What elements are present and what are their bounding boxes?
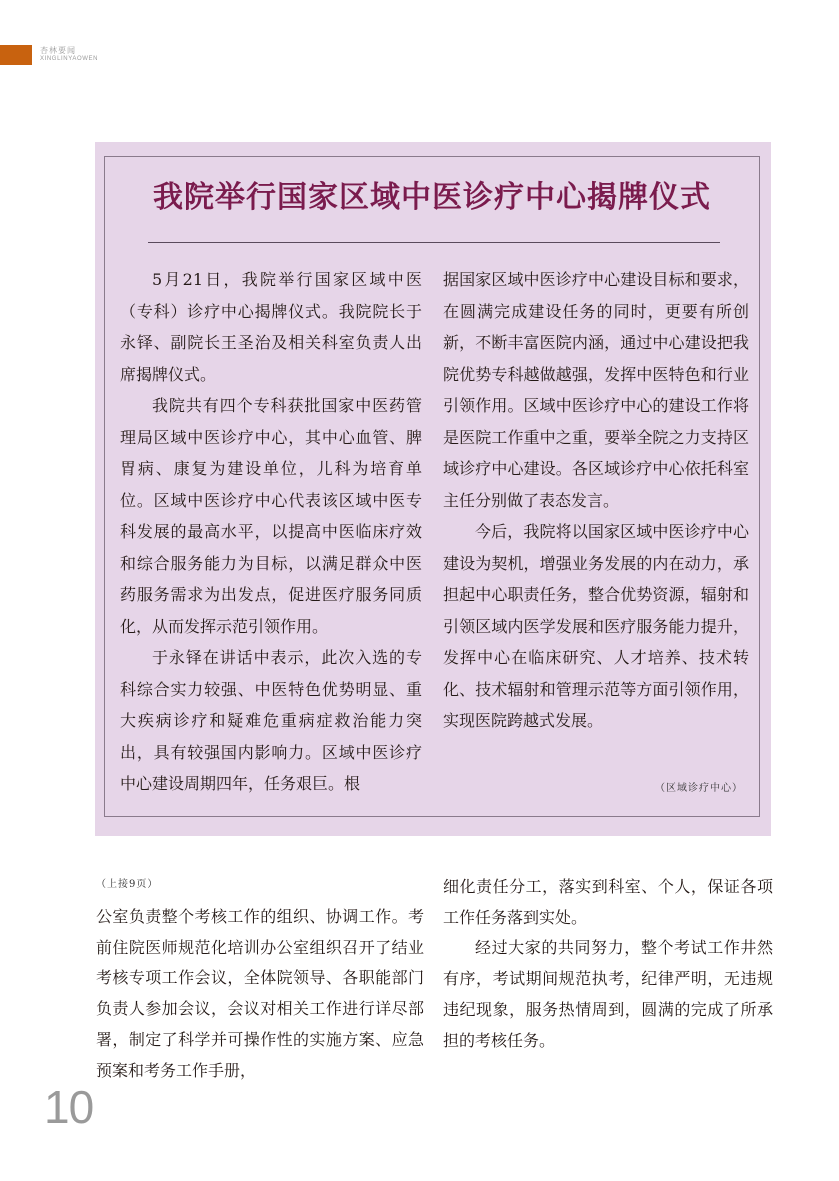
continued-paragraph: 细化责任分工，落实到科室、个人，保证各项工作任务落到实处。 [443, 877, 773, 927]
article-paragraph: 于永铎在讲话中表示，此次入选的专科综合实力较强、中医特色优势明显、重大疾病诊疗和疑难危重病症救治能力突出，具有较强国内影响力。区域中医诊疗中心建设周期四年，任务艰巨。根 [120, 648, 422, 793]
section-name-pinyin: XINGLINYAOWEN [40, 56, 99, 62]
continued-column-left [96, 902, 424, 1086]
article-title: 我院举行国家区域中医诊疗中心揭牌仪式 [153, 180, 711, 215]
continued-paragraph: 经过大家的共同努力，整个考试工作井然有序，考试期间规范执考，纪律严明，无违规违纪现象，服务热情周到，圆满的完成了所承担的考核任务。 [443, 938, 773, 1050]
continued-column-right [443, 872, 773, 1056]
article-paragraph: 据国家区域中医诊疗中心建设目标和要求，在圆满完成建设任务的同时，更要有所创新，不断丰富医院内涵，通过中心建设把我院优势专科越做越强，发挥中医特色和行业引领作用。区域中医诊疗中心的建设工作将是医院工作重中之重，要举全院之力支持区域诊疗中心建设。各区域诊疗中心依托科室主任分别做了表态发言。 [443, 270, 749, 510]
page-number: 10 [44, 1081, 94, 1133]
continued-paragraph: 公室负责整个考核工作的组织、协调工作。考前住院医师规范化培训办公室组织召开了结业考核专项工作会议，全体院领导、各职能部门负责人参加会议，会议对相关工作进行详尽部署，制定了科学并可操作性的实施方案、应急预案和考务工作手册， [96, 907, 424, 1080]
article-paragraph: 我院共有四个专科获批国家中医药管理局区域中医诊疗中心，其中心血管、脾胃病、康复为建设单位，儿科为培育单位。区域中医诊疗中心代表该区域中医专科发展的最高水平，以提高中医临床疗效和综合服务能力为目标，以满足群众中医药服务需求为出发点，促进医疗服务同质化，从而发挥示范引领作用。 [120, 396, 422, 636]
article-column-right [443, 264, 749, 737]
article-source: （区域诊疗中心） [655, 783, 743, 794]
article-paragraph: 今后，我院将以国家区域中医诊疗中心建设为契机，增强业务发展的内在动力，承担起中心职责任务，整合优势资源，辐射和引领区域内医学发展和医疗服务能力提升，发挥中心在临床研究、人才培养、技术转化、技术辐射和管理示范等方面引领作用，实现医院跨越式发展。 [443, 522, 749, 730]
continued-label: （上接9页） [96, 879, 159, 890]
article-column-left [120, 264, 422, 800]
article-paragraph: 5月21日，我院举行国家区域中医（专科）诊疗中心揭牌仪式。我院院长于永铎、副院长王圣治及相关科室负责人出席揭牌仪式。 [120, 270, 422, 384]
section-tab [0, 45, 32, 65]
title-divider [148, 242, 720, 243]
section-name: 杏林要闻 [40, 46, 76, 55]
